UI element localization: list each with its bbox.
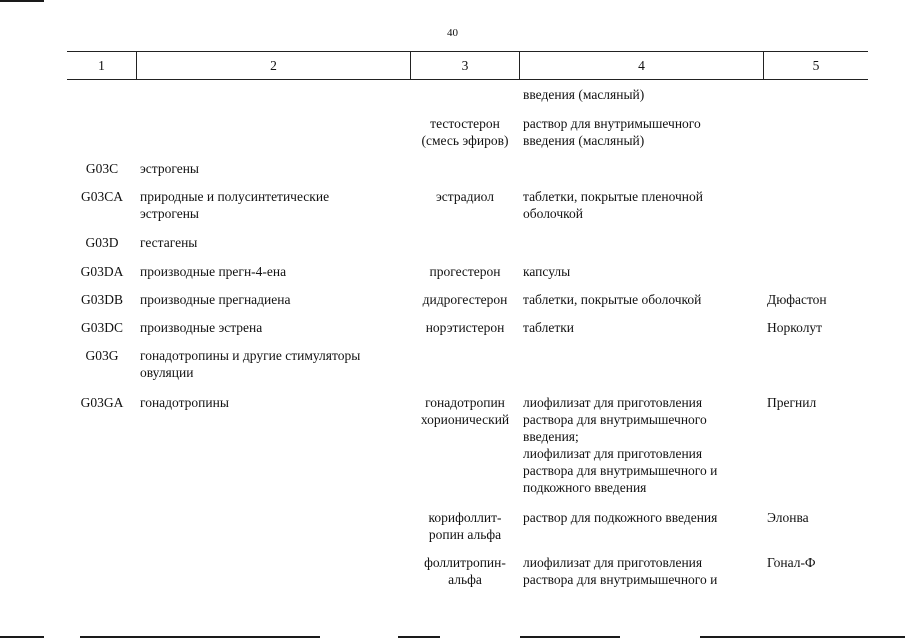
scan-edge-bottom-3 [398,636,440,638]
group-name: производные прегн-4-ена [140,264,287,279]
scan-edge-bottom-5 [700,636,905,638]
scan-edge-bottom-2 [80,636,320,638]
brand-name: Элонва [767,510,809,525]
atc-code: G03GA [80,395,124,410]
drug-name: фоллитропин- альфа [424,555,506,587]
drug-name: прогестерон [429,264,501,279]
header-col-3: 3 [461,58,469,73]
header-col-1: 1 [98,58,105,73]
drug-name: дидрогестерон [422,292,508,307]
drug-name: эстрадиол [436,189,494,204]
atc-code: G03C [85,161,119,176]
dosage-form: лиофилизат для приготовления раствора для внутримышечного введения; лиофилизат для приготовления раствора для внутримышечного и подкожного введения [523,395,718,495]
drug-name: тестостерон (смесь эфиров) [421,116,509,148]
header-col-2: 2 [270,58,277,73]
brand-name: Дюфастон [767,292,827,307]
atc-code: G03DB [80,292,123,307]
group-name: гонадотропины и другие стимуляторы овуляции [140,348,361,380]
atc-code: G03DA [80,264,124,279]
atc-code: G03G [85,348,119,363]
group-name: природные и полусинтетические эстрогены [140,189,330,221]
header-col-4: 4 [638,58,645,73]
scan-edge-bottom-1 [0,636,44,638]
dosage-form: введения (масляный) [523,87,645,102]
atc-code: G03D [85,235,119,250]
group-name: эстрогены [140,161,199,176]
atc-code: G03DC [80,320,123,335]
group-name: производные прегнадиена [140,292,291,307]
drug-name: гонадотропин хорионический [420,395,510,427]
brand-name: Гонал-Ф [767,555,816,570]
group-name: гестагены [140,235,198,250]
group-name: гонадотропины [140,395,229,410]
header-col-5: 5 [812,58,820,73]
dosage-form: таблетки, покрытые оболочкой [523,292,702,307]
dosage-form: капсулы [523,264,571,279]
dosage-form: раствор для подкожного введения [523,510,718,525]
drug-name: корифоллит- ропин альфа [428,510,502,542]
page-number: 40 [447,27,458,39]
dosage-form: таблетки, покрытые пленочной оболочкой [523,189,704,221]
dosage-form: раствор для внутримышечного введения (масляный) [523,116,701,148]
scan-edge-top-left [0,0,44,2]
dosage-form: лиофилизат для приготовления раствора для внутримышечного и [523,555,718,587]
atc-code: G03CA [80,189,123,204]
group-name: производные эстрена [140,320,263,335]
brand-name: Прегнил [767,395,817,410]
scan-edge-bottom-4 [520,636,620,638]
table-header [67,51,868,80]
drug-name: норэтистерон [425,320,505,335]
brand-name: Норколут [767,320,823,335]
dosage-form: таблетки [523,320,575,335]
